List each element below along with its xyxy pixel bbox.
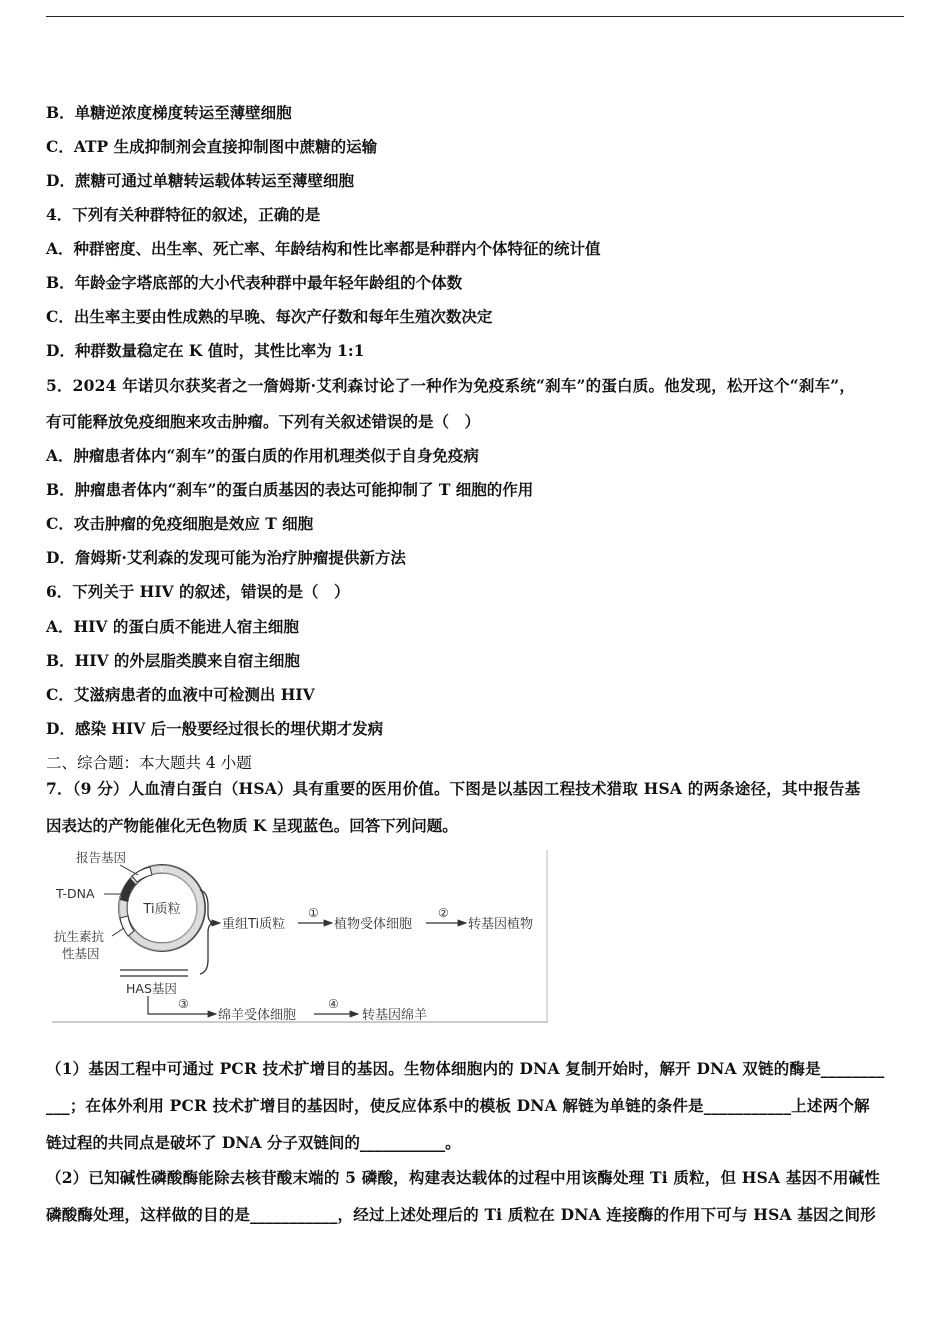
diagram-svg	[50, 848, 550, 1024]
q5-stem-line2: 有可能释放免疫细胞来攻击肿瘤。下列有关叙述错误的是（ ）	[46, 412, 481, 431]
step-4-label: ④	[328, 997, 339, 1011]
q4-option-a: A．种群密度、出生率、死亡率、年龄结构和性比率都是种群内个体特征的统计值	[46, 239, 601, 258]
q3-option-d: D．蔗糖可通过单糖转运载体转运至薄壁细胞	[46, 171, 354, 190]
plant-receptor-cell-label: 植物受体细胞	[334, 917, 413, 932]
ti-plasmid-label: Ti质粒	[143, 902, 181, 917]
gene-engineering-diagram	[50, 848, 550, 1024]
q6-option-c: C．艾滋病患者的血液中可检测出 HIV	[46, 685, 315, 704]
antibiotic-gene-leader	[112, 928, 124, 936]
q6-option-b: B．HIV 的外层脂类膜来自宿主细胞	[46, 651, 300, 670]
q4-option-d: D．种群数量稳定在 K 值时，其性比率为 1:1	[46, 341, 365, 360]
q7-part1-line3: 链过程的共同点是破坏了 DNA 分子双链间的___________。	[46, 1133, 461, 1152]
q5-option-c: C．攻击肿瘤的免疫细胞是效应 T 细胞	[46, 514, 314, 533]
q3-option-c: C．ATP 生成抑制剂会直接抑制图中蔗糖的运输	[46, 137, 378, 156]
q7-part2-line1: （2）已知碱性磷酸酶能除去核苷酸末端的 5 磷酸，构建表达载体的过程中用该酶处理 Ti 质粒，但 HSA 基因不用碱性	[46, 1168, 881, 1187]
antibiotic-gene-label-2: 性基因	[62, 946, 100, 961]
q7-stem-line2: 因表达的产物能催化无色物质 K 呈现蓝色。回答下列问题。	[46, 816, 458, 835]
header-rule	[46, 16, 904, 17]
q4-stem: 4．下列有关种群特征的叙述，正确的是	[46, 205, 321, 224]
q4-option-c: C．出生率主要由性成熟的早晚、每次产仔数和每年生殖次数决定	[46, 307, 493, 326]
q4-option-b: B．年龄金字塔底部的大小代表种群中最年轻年龄组的个体数	[46, 273, 463, 292]
antibiotic-gene-label-1: 抗生素抗	[54, 929, 105, 944]
reporter-gene-leader	[120, 865, 138, 875]
q6-option-d: D．感染 HIV 后一般要经过很长的埋伏期才发病	[46, 719, 384, 738]
sheep-receptor-cell-label: 绵羊受体细胞	[218, 1008, 297, 1023]
q5-option-d: D．詹姆斯·艾利森的发现可能为治疗肿瘤提供新方法	[46, 548, 406, 567]
has-gene-label: HAS基因	[126, 981, 177, 996]
transgenic-sheep-label: 转基因绵羊	[362, 1008, 428, 1023]
q6-option-a: A．HIV 的蛋白质不能进人宿主细胞	[46, 617, 299, 636]
q5-option-a: A．肿瘤患者体内“刹车”的蛋白质的作用机理类似于自身免疫病	[46, 446, 479, 465]
q5-option-b: B．肿瘤患者体内“刹车”的蛋白质基因的表达可能抑制了 T 细胞的作用	[46, 480, 534, 499]
step-2-label: ②	[438, 906, 449, 920]
transgenic-plant-label: 转基因植物	[468, 917, 534, 932]
q3-option-b: B．单糖逆浓度梯度转运至薄壁细胞	[46, 103, 292, 122]
q7-part1-line2: ___；在体外利用 PCR 技术扩增目的基因时，使反应体系中的模板 DNA 解链为单链的条件是___________上述两个解	[46, 1096, 870, 1115]
recombinant-ti-plasmid-label: 重组Ti质粒	[222, 917, 286, 932]
q7-part1-line1: （1）基因工程中可通过 PCR 技术扩增目的基因。生物体细胞内的 DNA 复制开始时，解开 DNA 双链的酶是________	[46, 1059, 885, 1078]
step-1-label: ①	[308, 906, 319, 920]
reporter-gene-label: 报告基因	[76, 850, 127, 865]
section-2-heading: 二、综合题：本大题共 4 小题	[46, 754, 252, 772]
q5-stem-line1: 5．2024 年诺贝尔获奖者之一詹姆斯·艾利森讨论了一种作为免疫系统“刹车”的蛋白质。他发现，松开这个“刹车”，	[46, 376, 856, 395]
q6-stem: 6．下列关于 HIV 的叙述，错误的是（ ）	[46, 582, 350, 601]
step-3-label: ③	[178, 997, 189, 1011]
q7-part2-line2: 磷酸酶处理，这样做的目的是___________，经过上述处理后的 Ti 质粒在 DNA 连接酶的作用下可与 HSA 基因之间形	[46, 1205, 876, 1224]
q7-stem-line1: 7．（9 分）人血清白蛋白（HSA）具有重要的医用价值。下图是以基因工程技术猎取 HSA 的两条途径，其中报告基	[46, 779, 861, 798]
tdna-label: T-DNA	[56, 886, 95, 901]
